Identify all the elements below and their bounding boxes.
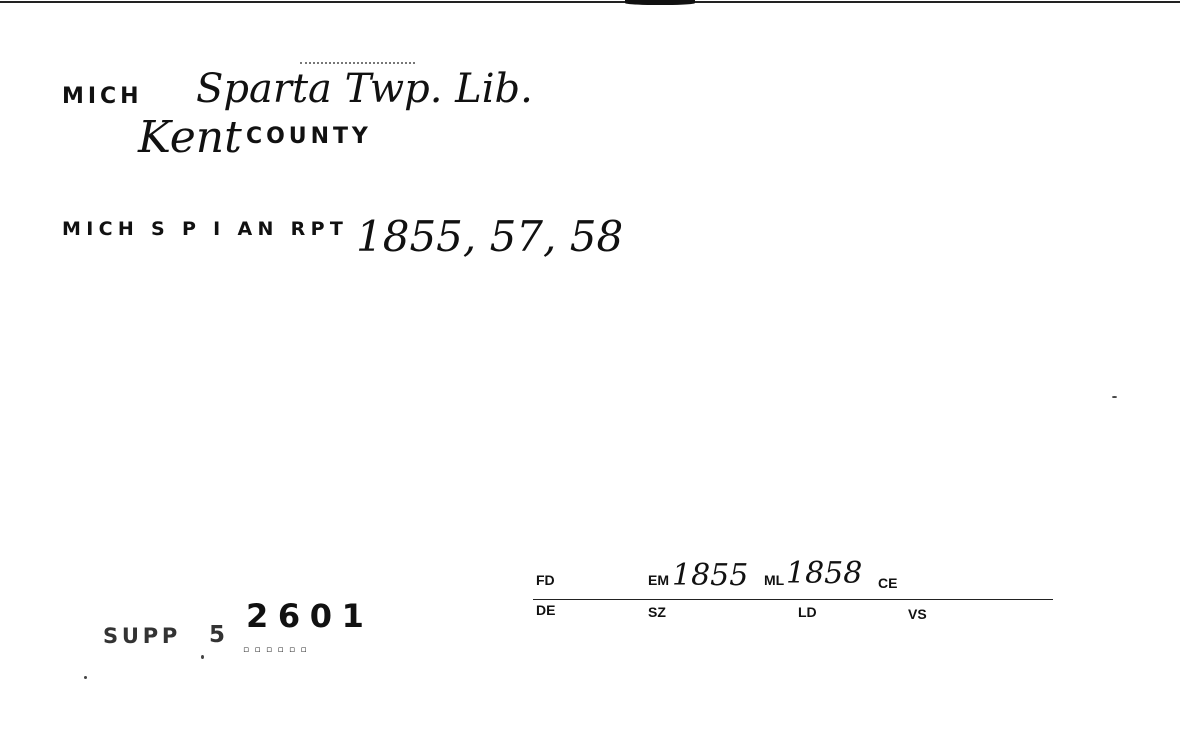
field-sz-label: SZ — [648, 604, 666, 620]
report-title: MICH S P I AN RPT — [62, 218, 349, 240]
field-fd-label: FD — [536, 572, 555, 588]
field-ml-value: 1858 — [786, 556, 863, 591]
field-ce-label: CE — [878, 575, 898, 591]
library-name-handwritten: Sparta Twp. Lib. — [196, 66, 533, 112]
ink-speck — [201, 655, 204, 659]
field-em-value: 1855 — [672, 558, 749, 593]
stamp-dots: ▫▫▫▫▫▫ — [243, 645, 312, 655]
ink-speck — [84, 676, 87, 679]
ink-smudge — [625, 0, 695, 5]
report-years-handwritten: 1855, 57, 58 — [356, 212, 624, 261]
top-border-line — [0, 1, 1180, 3]
supplement-number: 5 — [209, 622, 230, 648]
card-id-number: 2601 — [246, 597, 374, 635]
field-divider-line — [533, 599, 1053, 600]
county-label: COUNTY — [246, 124, 372, 149]
dotted-mark — [300, 62, 415, 64]
field-em-label: EM — [648, 572, 669, 588]
field-ml-label: ML — [764, 572, 785, 588]
field-vs-label: VS — [908, 606, 927, 622]
supplement-prefix: SUPP — [103, 624, 182, 648]
county-name-handwritten: Kent — [138, 112, 242, 163]
ink-speck — [1112, 396, 1117, 398]
state-code: MICH — [62, 84, 143, 109]
field-de-label: DE — [536, 602, 556, 618]
field-ld-label: LD — [798, 604, 817, 620]
